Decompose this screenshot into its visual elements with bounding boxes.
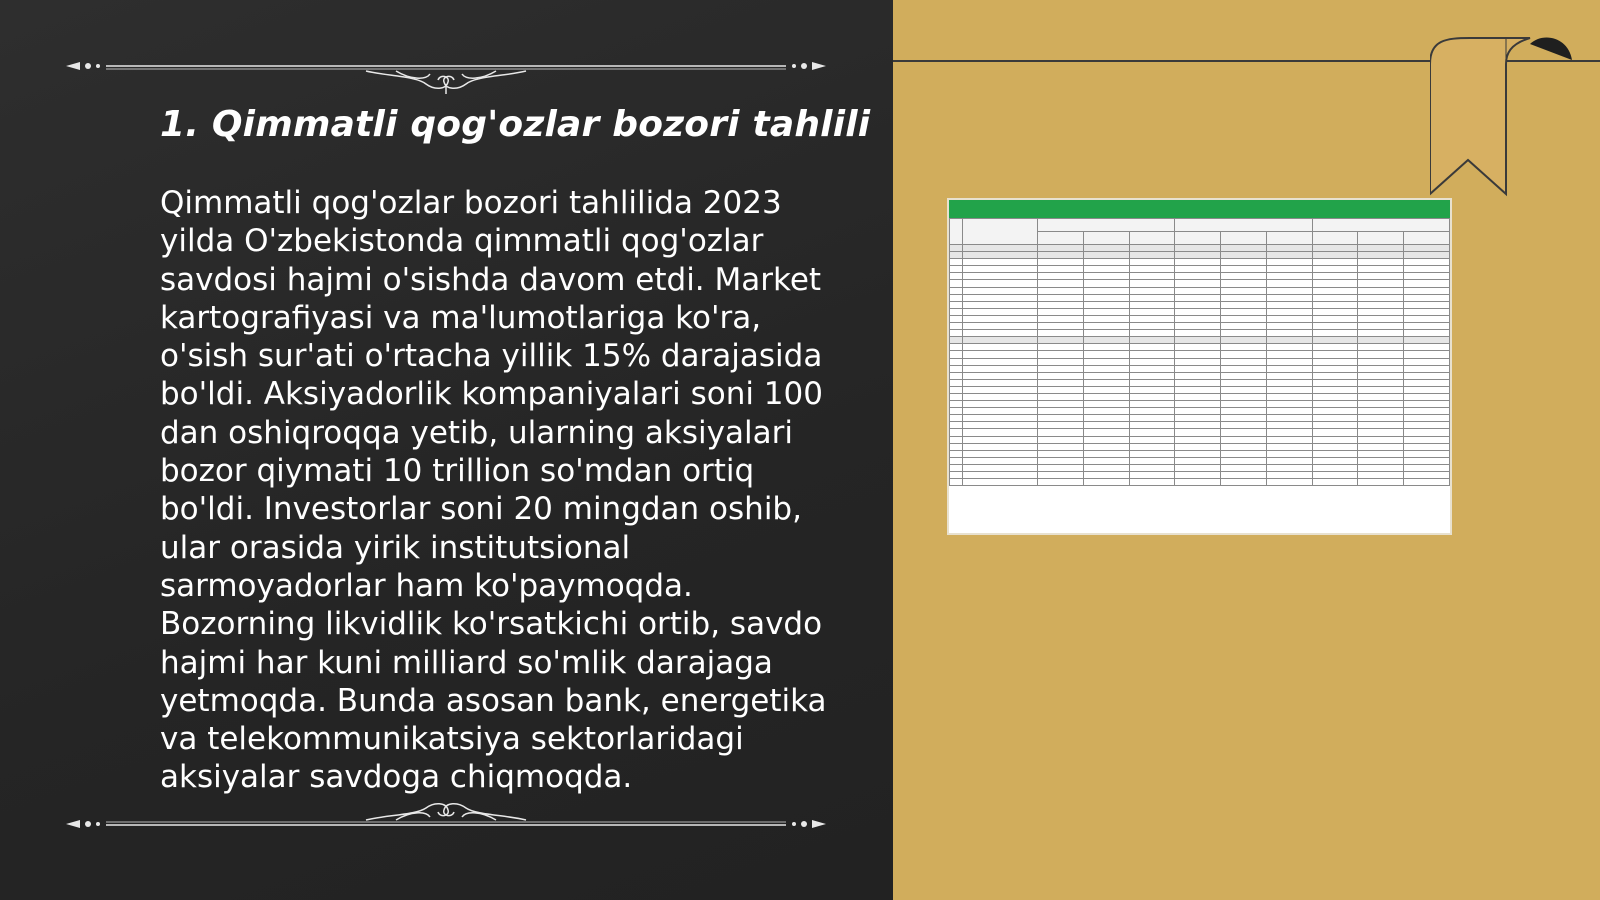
table-row <box>950 315 1450 322</box>
table-row <box>950 429 1450 436</box>
table-row <box>950 436 1450 443</box>
table-row <box>950 401 1450 408</box>
table-row <box>950 330 1450 337</box>
table-row <box>950 372 1450 379</box>
embedded-table-image <box>949 200 1450 533</box>
table-row <box>950 450 1450 457</box>
table-row <box>950 266 1450 273</box>
table-row <box>950 337 1450 344</box>
table-row <box>950 287 1450 294</box>
bookmark-ribbon-icon <box>1430 34 1580 199</box>
flourish-divider-icon <box>66 800 826 850</box>
table-row <box>950 415 1450 422</box>
table-row <box>950 273 1450 280</box>
table-row <box>950 323 1450 330</box>
table-row <box>950 365 1450 372</box>
table-row <box>950 379 1450 386</box>
table-row <box>950 443 1450 450</box>
flourish-divider-icon <box>66 44 826 94</box>
table-row <box>950 422 1450 429</box>
table-row <box>950 259 1450 266</box>
table-row <box>950 393 1450 400</box>
table-row <box>950 308 1450 315</box>
table-row <box>950 294 1450 301</box>
table-row <box>950 457 1450 464</box>
table-image-banner <box>949 200 1450 218</box>
table-row <box>950 386 1450 393</box>
table-row <box>950 301 1450 308</box>
table-row <box>950 280 1450 287</box>
table-row <box>950 344 1450 351</box>
table-row <box>950 472 1450 479</box>
slide-title: 1. Qimmatli qog'ozlar bozori tahlili <box>160 104 871 145</box>
table-row <box>950 252 1450 259</box>
table-row <box>950 351 1450 358</box>
table-row <box>950 464 1450 471</box>
table-row <box>950 245 1450 252</box>
table-row <box>950 479 1450 486</box>
table-image-grid <box>949 218 1450 486</box>
table-row <box>950 358 1450 365</box>
slide-body-text: Qimmatli qog'ozlar bozori tahlilida 2023 yilda O'zbekistonda qimmatli qog'ozlar savdosi hajmi o'sishda davom etdi. Market kartografiyasi va ma'lumotlariga ko'ra, o'sish sur'ati o'rtacha yillik 15% darajasida bo'ldi. Aksiyadorlik kompaniyalari soni 100 dan oshiqroqqa yetib, ularning aksiyalari bozor qiymati 10 trillion so'mdan ortiq bo'ldi. Investorlar soni 20 mingdan oshib, ular orasida yirik institutsional sarmoyadorlar ham ko'paymoqda. Bozorning likvidlik ko'rsatkichi ortib, savdo hajmi har kuni milliard so'mlik darajaga yetmoqda. Bunda asosan bank, energetika va telekommunikatsiya sektorlaridagi aksiyalar savdoga chiqmoqda. <box>160 185 827 796</box>
table-row <box>950 408 1450 415</box>
